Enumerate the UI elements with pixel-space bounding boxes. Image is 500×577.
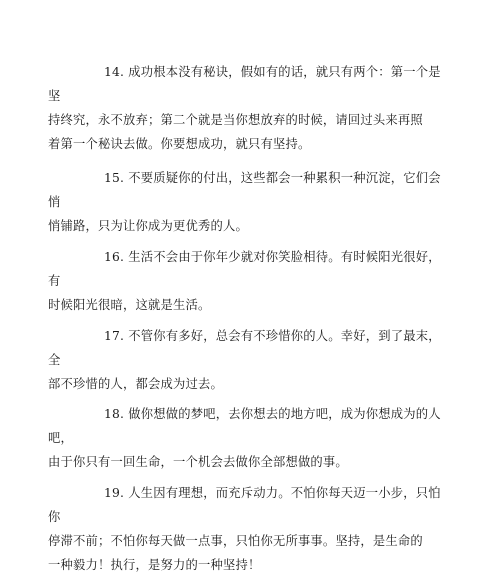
quote-line: 时候阳光很暗，这就是生活。 [48,298,211,312]
quote-line: 19. 人生因有理想，而充斥动力。不怕你每天迈一小步，只怕你 [48,486,441,524]
quote-line: 17. 不管你有多好，总会有不珍惜你的人。幸好，到了最末，全 [48,329,441,367]
quote-line: 14. 成功根本没有秘诀，假如有的话，就只有两个：第一个是坚 [48,65,441,103]
quote-line: 持终究，永不放弃；第二个就是当你想放弃的时候，请回过头来再照 [48,113,423,127]
quote-14 [48,60,452,156]
quote-line: 18. 做你想做的梦吧，去你想去的地方吧，成为你想成为的人吧， [48,407,441,445]
quote-19 [48,481,452,577]
quote-15 [48,166,452,238]
quote-line: 由于你只有一回生命，一个机会去做你全部想做的事。 [48,455,348,469]
quote-line: 16. 生活不会由于你年少就对你笑脸相待。有时候阳光很好，有 [48,250,441,288]
quote-line: 一种毅力！执行，是努力的一种坚持！ [48,558,261,572]
quote-line: 15. 不要质疑你的付出，这些都会一种累积一种沉淀，它们会悄 [48,171,441,209]
quote-16 [48,245,452,317]
quote-line: 着第一个秘诀去做。你要想成功，就只有坚持。 [48,137,311,151]
quote-line: 悄铺路，只为让你成为更优秀的人。 [48,219,248,233]
quote-18 [48,402,452,474]
quote-line: 部不珍惜的人，都会成为过去。 [48,377,223,391]
quote-line: 停滞不前；不怕你每天做一点事，只怕你无所事事。坚持，是生命的 [48,534,423,548]
quote-17 [48,324,452,396]
